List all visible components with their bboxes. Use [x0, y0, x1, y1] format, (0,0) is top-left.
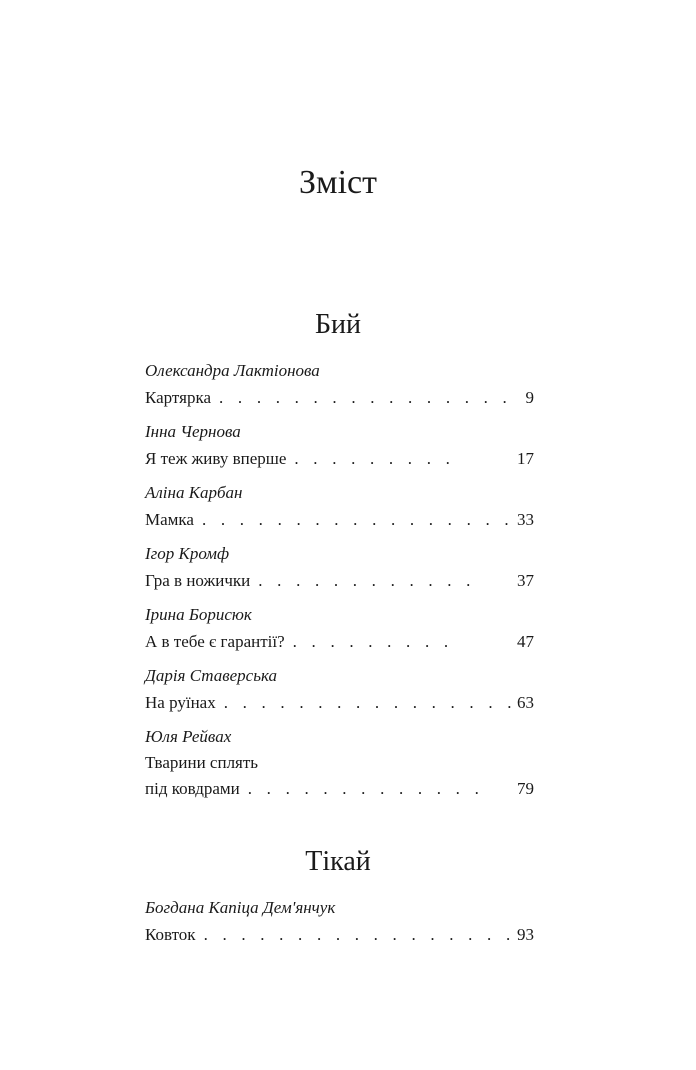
entry-page-number[interactable]: 79 [517, 779, 534, 798]
toc-entry[interactable] [145, 361, 534, 408]
dot-leader: . . . . . . . . . . . . [258, 571, 476, 590]
entry-author: Олександра Лактіонова [145, 361, 320, 380]
section-title-tikay: Тікай [305, 846, 371, 877]
toc-entry[interactable] [145, 605, 534, 652]
toc-entry[interactable] [145, 898, 534, 945]
toc-entry[interactable] [145, 727, 534, 799]
dot-leader: . . . . . . . . . . . . . [247, 779, 485, 798]
dot-leader: . . . . . . . . . . . . . . . . . [203, 925, 516, 944]
entry-title[interactable]: під ковдрами [145, 779, 240, 798]
dot-leader: . . . . . . . . . [294, 449, 456, 468]
entry-page-number[interactable]: 17 [517, 449, 534, 468]
dot-leader: . . . . . . . . . . . . . . . . [223, 693, 517, 712]
entry-line[interactable] [145, 693, 534, 713]
entry-title[interactable]: Мамка [145, 510, 194, 529]
entry-author: Дарія Ставерська [145, 666, 277, 685]
entry-title[interactable]: Я теж живу вперше [145, 449, 287, 468]
entry-title[interactable]: Гра в ножички [145, 571, 251, 590]
entry-page-number[interactable]: 47 [517, 632, 534, 651]
toc-entry[interactable] [145, 666, 534, 713]
entry-title[interactable]: А в тебе є гарантії? [145, 632, 285, 651]
section-title-biy: Бий [314, 309, 362, 340]
entry-page-number[interactable]: 33 [517, 510, 534, 529]
entry-author: Юля Рейвах [145, 727, 232, 746]
entry-line[interactable] [145, 571, 534, 591]
entry-title[interactable]: Картярка [145, 388, 212, 407]
dot-leader: . . . . . . . . . [292, 632, 454, 651]
entry-title-line1[interactable]: Тварини сплять [145, 753, 259, 772]
entry-line[interactable] [145, 510, 534, 530]
entry-page-number[interactable]: 9 [525, 388, 534, 407]
entry-author: Богдана Капіца Дем'янчук [145, 898, 336, 917]
entry-page-number[interactable]: 37 [517, 571, 534, 590]
toc-entry[interactable] [145, 483, 534, 530]
toc-entry[interactable] [145, 544, 534, 591]
entry-author: Ігор Кромф [145, 544, 230, 563]
entry-line[interactable] [145, 388, 534, 408]
entry-line[interactable] [145, 753, 534, 773]
entry-author: Аліна Карбан [145, 483, 243, 502]
entry-line[interactable] [145, 632, 534, 652]
dot-leader: . . . . . . . . . . . . . . . . . [201, 510, 514, 529]
toc-entry[interactable] [145, 422, 534, 469]
entry-page-number[interactable]: 93 [517, 925, 534, 944]
entry-line[interactable] [145, 925, 534, 945]
page-title: Зміст [299, 164, 377, 201]
entry-title[interactable]: На руїнах [145, 693, 216, 712]
entry-line[interactable] [145, 449, 534, 469]
entry-page-number[interactable]: 63 [517, 693, 534, 712]
entry-author: Ірина Борисюк [145, 605, 252, 624]
dot-leader: . . . . . . . . . . . . . . . . [219, 388, 512, 407]
entry-title[interactable]: Ковток [145, 925, 196, 944]
entry-line[interactable] [145, 779, 534, 799]
entry-author: Інна Чернова [145, 422, 241, 441]
